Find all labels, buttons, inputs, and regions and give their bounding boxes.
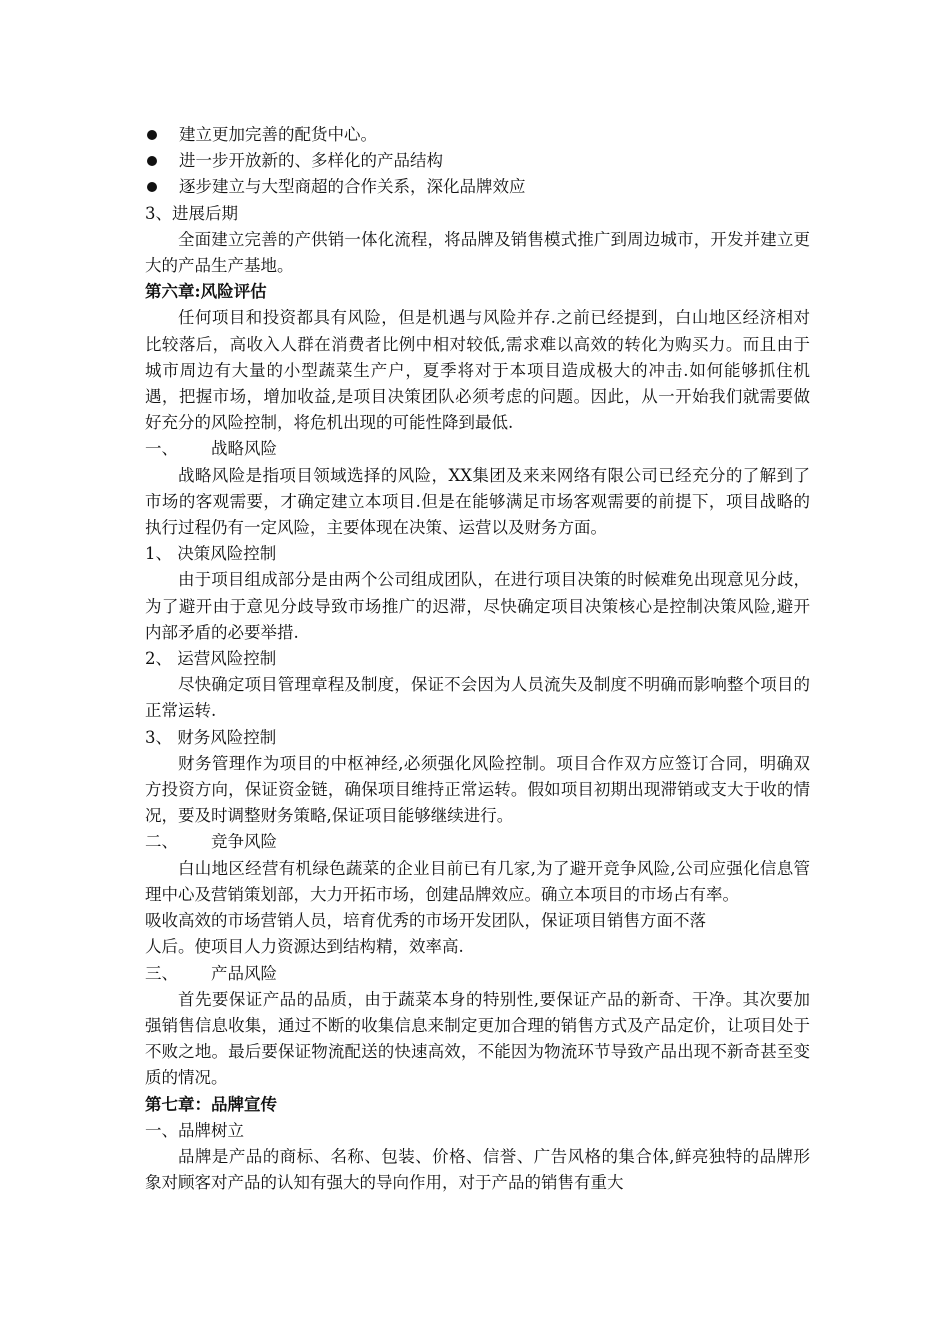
decision-risk-paragraph: 由于项目组成部分是由两个公司组成团队，在进行项目决策的时候难免出现意见分歧，为了避开由于意见分歧导致市场推广的迟滞，尽快确定项目决策核心是控制决策风险,避开内部矛盾的必要举措. xyxy=(145,570,810,642)
chapter7-heading: 第七章：品牌宣传 xyxy=(145,1094,277,1114)
section-competition-risk xyxy=(145,829,810,855)
subsection-finance-risk: 3、 财务风险控制 xyxy=(145,727,277,747)
bullet-text: 建立更加完善的配货中心。 xyxy=(179,125,377,144)
strategic-risk-paragraph: 战略风险是指项目领域选择的风险，XX集团及来来网络有限公司已经充分的了解到了市场的客观需要，才确定建立本项目.但是在能够满足市场客观需要的前提下，项目战略的执行过程仍有一定风险，主要体现在决策、运营以及财务方面。 xyxy=(145,465,810,538)
section-number: 二、 xyxy=(145,832,178,852)
bullet-item xyxy=(145,148,810,174)
section-product-risk xyxy=(145,961,810,987)
bullet-dot-icon xyxy=(147,182,157,192)
bullet-dot-icon xyxy=(147,130,157,140)
stage3-title: 3、进展后期 xyxy=(145,203,238,223)
subsection-operation-risk: 2、 运营风险控制 xyxy=(145,649,277,669)
bullet-text: 进一步开放新的、多样化的产品结构 xyxy=(179,151,443,171)
section-label: 竞争风险 xyxy=(211,832,277,852)
section-strategic-risk xyxy=(145,436,810,462)
product-risk-paragraph: 首先要保证产品的品质，由于蔬菜本身的特别性,要保证产品的新奇、干净。其次要加强销售信息收集，通过不断的收集信息来制定更加合理的销售方式及产品定价，让项目处于不败之地。最后要保证物流配送的快速高效，不能因为物流环节导致产品出现不新奇甚至变质的情况。 xyxy=(145,989,810,1088)
section-label: 战略风险 xyxy=(211,439,277,459)
bullet-item xyxy=(145,174,810,200)
subsection-brand-building: 一、品牌树立 xyxy=(145,1120,244,1140)
bullet-item xyxy=(145,122,810,148)
section-label: 产品风险 xyxy=(211,963,277,983)
chapter6-heading: 第六章:风险评估 xyxy=(145,282,267,302)
competition-risk-line: 人后。使项目人力资源达到结构精，效率高. xyxy=(145,937,464,957)
competition-risk-line: 吸收高效的市场营销人员，培育优秀的市场开发团队，保证项目销售方面不落 xyxy=(145,911,706,931)
section-number: 一、 xyxy=(145,439,178,459)
competition-risk-paragraph: 白山地区经营有机绿色蔬菜的企业目前已有几家,为了避开竞争风险,公司应强化信息管理中心及营销策划部，大力开拓市场，创建品牌效应。确立本项目的市场占有率。 xyxy=(145,858,810,904)
stage3-paragraph: 全面建立完善的产供销一体化流程，将品牌及销售模式推广到周边城市，开发并建立更大的产品生产基地。 xyxy=(145,229,810,276)
section-number: 三、 xyxy=(145,963,178,983)
bullet-dot-icon xyxy=(147,156,157,166)
bullet-text: 逐步建立与大型商超的合作关系，深化品牌效应 xyxy=(179,177,526,197)
chapter6-intro-paragraph: 任何项目和投资都具有风险，但是机遇与风险并存.之前已经提到，白山地区经济相对比较落后，高收入人群在消费者比例中相对较低,需求难以高效的转化为购买力。而且由于城市周边有大量的小型蔬菜生产户，夏季将对于本项目造成极大的冲击.如何能够抓住机遇，把握市场，增加收益,是项目决策团队必须考虑的问题。因此，从一开始我们就需要做好充分的风险控制，将危机出现的可能性降到最低. xyxy=(145,308,810,433)
operation-risk-paragraph: 尽快确定项目管理章程及制度，保证不会因为人员流失及制度不明确而影响整个项目的正常运转. xyxy=(145,675,810,721)
finance-risk-paragraph: 财务管理作为项目的中枢神经,必须强化风险控制。项目合作双方应签订合同，明确双方投资方向，保证资金链，确保项目维持正常运转。假如项目初期出现滞销或支大于收的情况，要及时调整财务策略,保证项目能够继续进行。 xyxy=(145,753,810,826)
brand-building-paragraph: 品牌是产品的商标、名称、包装、价格、信誉、广告风格的集合体,鲜亮独特的品牌形象对顾客对产品的认知有强大的导向作用，对于产品的销售有重大 xyxy=(145,1146,810,1193)
subsection-decision-risk: 1、 决策风险控制 xyxy=(145,544,277,564)
